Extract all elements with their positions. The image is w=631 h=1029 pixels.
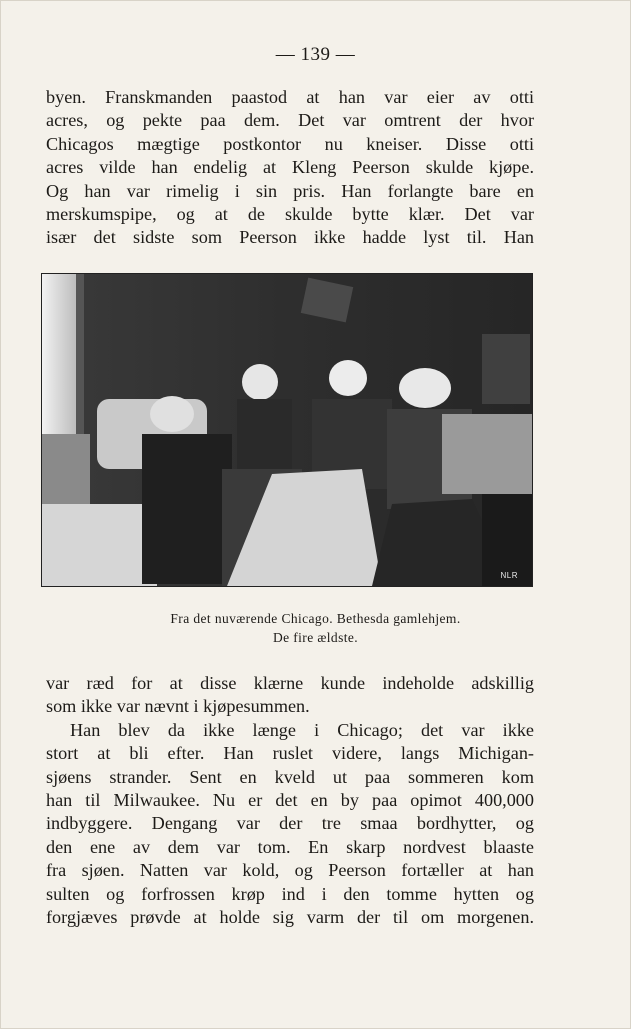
text-line: som ikke var nævnt i kjøpesummen.: [46, 696, 310, 717]
text-line: byen. Franskmanden paastod at han var eier av otti: [46, 87, 534, 107]
text-line: især det sidste som Peerson ikke hadde lyst til. Han: [46, 227, 534, 248]
text-line: var ræd for at disse klærne kunde indeholde adskillig: [46, 673, 534, 693]
caption-line: Fra det nuværende Chicago. Bethesda gamlehjem.: [170, 611, 461, 626]
text-line: han til Milwaukee. Nu er det en by paa opimot 400,000: [46, 790, 534, 811]
text-line: stort at bli efter. Han ruslet videre, langs Michigan-: [46, 743, 534, 764]
paragraph-top: [46, 86, 534, 250]
text-line: indbyggere. Dengang var der tre smaa bordhytter, og: [46, 813, 534, 834]
text-line: den ene av dem var tom. En skarp nordvest blaaste: [46, 836, 534, 857]
text-line: acres vilde han endelig at Kleng Peerson skulde kjøpe.: [46, 157, 534, 178]
text-line: Chicagos mægtige postkontor nu kneiser. Disse otti: [46, 133, 534, 154]
paragraph-bottom: [46, 672, 534, 929]
text-line: Og han var rimelig i sin pris. Han forlangte bare en: [46, 180, 534, 201]
caption-line: De fire ældste.: [272, 630, 359, 645]
text-line: sjøens strander. Sent en kveld ut paa sommeren kom: [46, 766, 534, 787]
text-line: acres, og pekte paa dem. Det var omtrent der hvor: [46, 110, 534, 131]
text-line: merskumspipe, og at de skulde bytte klær. Det var: [46, 204, 534, 225]
text-line: fra sjøen. Natten var kold, og Peerson fortæller at han: [46, 860, 534, 881]
text-line: forgjæves prøvde at holde sig varm der til om morgenen.: [46, 907, 534, 928]
photo-caption: [0, 609, 631, 647]
text-line: Han blev da ikke længe i Chicago; det var ikke: [70, 719, 534, 740]
photo-four-elderly-women: [41, 273, 533, 587]
photo-image: [42, 274, 532, 586]
text-line: sulten og forfrossen krøp ind i den tomme hytten og: [46, 883, 534, 904]
page-number: — 139 —: [275, 44, 356, 65]
photo-watermark: NLR: [500, 571, 518, 580]
